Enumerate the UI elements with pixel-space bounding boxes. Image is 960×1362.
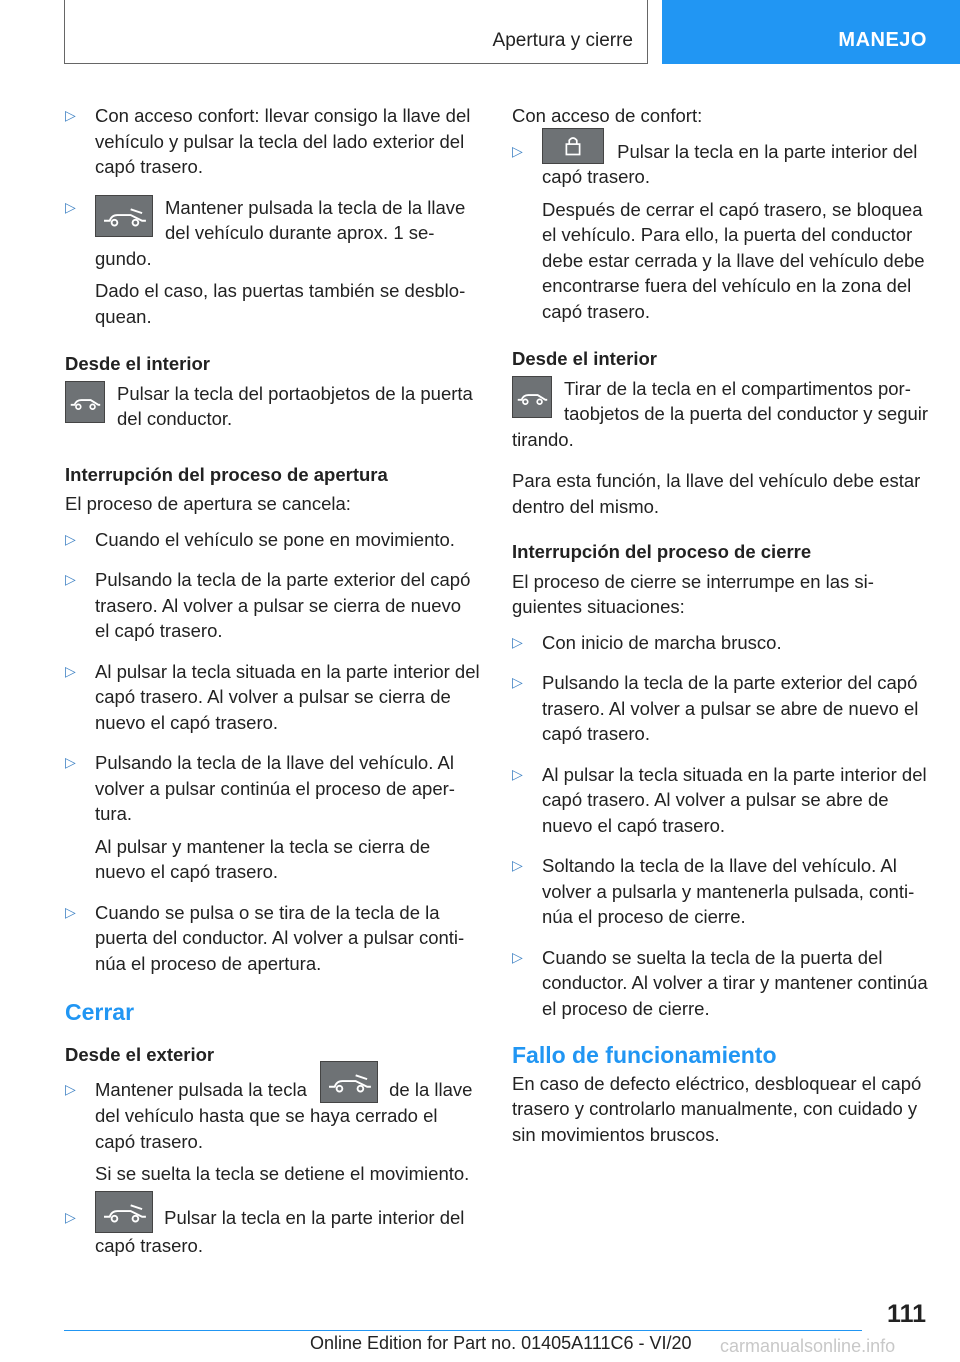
- paragraph-interior: [512, 376, 932, 453]
- list-item: [65, 1077, 480, 1187]
- list-item: [512, 853, 932, 930]
- bullet-triangle-icon: ▷: [512, 674, 523, 690]
- list-item-text: Al pulsar la tecla situada en la parte interior del capó trasero. Al volver a pulsar se cierra de nuevo el capó trasero.: [95, 660, 480, 733]
- heading-exterior: Desde el exterior: [65, 1043, 215, 1065]
- paragraph-funcion: Para esta función, la llave del vehículo debe estar dentro del mismo.: [512, 470, 921, 517]
- heading-interior: Desde el interior: [65, 353, 210, 374]
- bullet-triangle-icon: ▷: [512, 633, 523, 650]
- footer-edition: Online Edition for Part no. 01405A111C6 - VI/20: [310, 1333, 692, 1353]
- list-item: [512, 762, 932, 839]
- list-item-text: Con acceso confort: llevar consigo la llave del vehículo y pulsar la tecla del lado exterior del capó trasero.: [95, 105, 471, 177]
- list-item-text: Al pulsar la tecla situada en la parte interior del capó trasero. Al volver a pulsar se abre de nuevo el capó trasero.: [542, 763, 927, 836]
- car-trunk-key-icon: [95, 195, 153, 237]
- paragraph-interrupt-open: El proceso de apertura se cancela:: [65, 493, 351, 514]
- heading-interior: Desde el interior: [512, 348, 657, 369]
- heading-interrupt-open: Interrupción del proceso de apertura: [65, 463, 388, 485]
- bullet-triangle-icon: ▷: [65, 1208, 76, 1225]
- bullet-triangle-icon: ▷: [65, 662, 76, 679]
- list-item-note: Dado el caso, las puertas también se desbloquean.: [95, 280, 466, 327]
- watermark: carmanualsonline.info: [720, 1336, 896, 1356]
- list-item: [512, 630, 932, 656]
- paragraph-interior: [65, 381, 480, 432]
- bullet-triangle-icon: ▷: [65, 754, 76, 770]
- bullet-triangle-icon: ▷: [65, 571, 76, 587]
- bullet-triangle-icon: ▷: [512, 142, 523, 159]
- bullet-triangle-icon: ▷: [512, 857, 523, 873]
- heading-fallo: Fallo de funcionamiento: [512, 1042, 777, 1068]
- heading-interrupt-close: Interrupción del proceso de cierre: [512, 541, 812, 562]
- list-item-text: Cuando se suelta la tecla de la puerta del conductor. Al volver a tirar y mantener continúa el proceso de cierre.: [542, 946, 928, 1019]
- bullet-triangle-icon: ▷: [65, 1081, 76, 1097]
- list-item: [65, 567, 480, 644]
- header-section-tab: [64, 0, 648, 64]
- bullet-triangle-icon: ▷: [65, 530, 76, 547]
- list-item-text: Cuando se pulsa o se tira de la tecla de la puerta del conductor. Al volver a pulsar continúa el proceso de apertura.: [95, 901, 465, 974]
- list-item-text: Pulsando la tecla de la parte exterior del capó trasero. Al volver a pulsar se abre de nuevo el capó trasero.: [542, 672, 919, 744]
- list-item-text: Pulsar la tecla en la parte interior del capó trasero.: [95, 1206, 465, 1256]
- list-item: [65, 103, 480, 180]
- list-item: [65, 527, 480, 553]
- paragraph-fallo: En caso de defecto eléctrico, desbloquear el capó trasero y controlarlo manualmente, con cuidado y sin movimientos bruscos.: [512, 1072, 922, 1145]
- list-item-text: Soltando la tecla de la llave del vehículo. Al volver a pulsarla y mantenerla pulsada, continúa el proceso de cierre.: [542, 855, 915, 927]
- list-item-text: de la llave del vehículo hasta que se haya cerrado el capó trasero.: [95, 1079, 473, 1152]
- heading-cerrar: Cerrar: [65, 999, 135, 1025]
- list-item: [65, 195, 480, 330]
- paragraph-text: Tirar de la tecla en el compartimentos portaobjetos de la puerta del conductor y seguir tirando.: [512, 377, 929, 450]
- list-item: [65, 659, 480, 736]
- list-item: [512, 945, 932, 1022]
- chapter-title: MANEJO: [838, 29, 927, 51]
- section-title: Apertura y cierre: [492, 30, 633, 51]
- paragraph-confort: Con acceso de confort:: [512, 105, 703, 126]
- list-item-text: Pulsando la tecla de la llave del vehículo. Al volver a pulsar continúa el proceso de apertura.: [95, 752, 455, 824]
- list-item-text: Pulsando la tecla de la parte exterior del capó trasero. Al volver a pulsar se cierra de nuevo el capó trasero.: [95, 569, 471, 641]
- list-item-text: Cuando el vehículo se pone en movimiento.: [95, 528, 455, 550]
- paragraph-interrupt-close: El proceso de cierre se interrumpe en las siguientes situaciones:: [512, 570, 874, 617]
- list-item: [512, 139, 932, 325]
- list-item: [512, 670, 932, 747]
- list-item-text: Con inicio de marcha brusco.: [542, 631, 782, 653]
- car-trunk-icon: [512, 376, 552, 418]
- car-trunk-key-icon: [95, 1191, 153, 1233]
- right-column: [512, 103, 932, 1161]
- list-item: [65, 750, 480, 885]
- list-item-text: Mantener pulsada la tecla de la llave del vehículo durante aprox. 1 segundo.: [95, 196, 466, 269]
- lock-icon: [542, 128, 604, 164]
- list-item: [65, 1205, 480, 1259]
- list-item-text: Pulsar la tecla en la parte interior del capó trasero.: [542, 140, 918, 187]
- car-trunk-key-icon: [320, 1061, 378, 1103]
- list-item-note: Después de cerrar el capó trasero, se bloquea el vehículo. Para ello, la puerta del conductor debe estar cerrada y la llave del vehículo debe encontrarse fuera del vehículo en la zona del capó trasero.: [542, 198, 925, 322]
- list-item-note: Al pulsar y mantener la tecla se cierra de nuevo el capó trasero.: [95, 835, 431, 882]
- header-chapter-tab: [662, 0, 960, 64]
- car-trunk-icon: [65, 381, 105, 423]
- list-item-text: Mantener pulsada la tecla: [95, 1079, 307, 1100]
- left-column: [65, 103, 480, 1273]
- bullet-triangle-icon: ▷: [65, 903, 76, 920]
- list-item: [65, 900, 480, 977]
- bullet-triangle-icon: ▷: [512, 948, 523, 965]
- list-item-note: Si se suelta la tecla se detiene el movimiento.: [95, 1163, 470, 1185]
- bullet-triangle-icon: ▷: [65, 107, 76, 123]
- footer-divider: [64, 1330, 862, 1331]
- page-number: 111: [887, 1300, 926, 1328]
- paragraph-text: Pulsar la tecla del portaobjetos de la puerta del conductor.: [117, 382, 473, 429]
- bullet-triangle-icon: ▷: [65, 198, 76, 215]
- bullet-triangle-icon: ▷: [512, 765, 523, 782]
